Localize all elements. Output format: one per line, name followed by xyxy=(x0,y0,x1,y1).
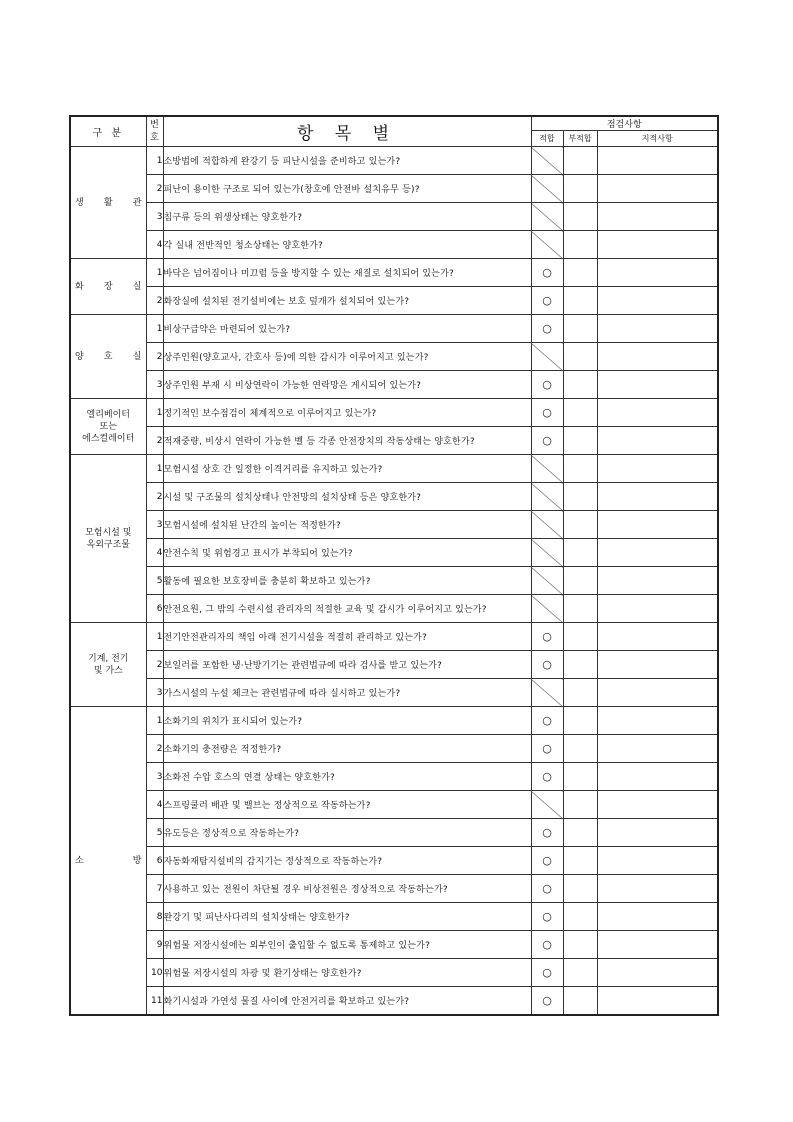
item-number: 9 xyxy=(146,931,163,959)
table-row xyxy=(70,427,718,455)
table-row xyxy=(70,651,718,679)
suitable-mark[interactable]: ○ xyxy=(531,315,563,343)
item-number: 6 xyxy=(146,847,163,875)
remarks-cell[interactable] xyxy=(597,483,718,511)
category-cell xyxy=(70,455,146,623)
item-number: 3 xyxy=(146,203,163,231)
item-number: 4 xyxy=(146,791,163,819)
unsuitable-cell[interactable] xyxy=(563,371,597,399)
suitable-cell-na[interactable] xyxy=(531,343,563,371)
header-unsuitable: 부적합 xyxy=(563,131,597,147)
suitable-mark[interactable]: ○ xyxy=(531,903,563,931)
item-text: 위험물 저장시설의 차광 및 환기상태는 양호한가? xyxy=(163,959,531,987)
category-label: 또는 xyxy=(99,421,117,432)
remarks-cell[interactable] xyxy=(597,903,718,931)
item-text: 정기적인 보수점검이 체계적으로 이루어지고 있는가? xyxy=(163,399,531,427)
remarks-cell[interactable] xyxy=(597,987,718,1016)
category-label: 소 방 xyxy=(75,855,142,866)
category-label: 옥외구조물 xyxy=(86,539,130,550)
table-row xyxy=(70,399,718,427)
category-cell xyxy=(70,259,146,315)
suitable-mark[interactable]: ○ xyxy=(531,371,563,399)
table-row xyxy=(70,455,718,483)
suitable-mark[interactable]: ○ xyxy=(531,959,563,987)
item-text: 화기시설과 가연성 물질 사이에 안전거리를 확보하고 있는가? xyxy=(163,987,531,1016)
unsuitable-cell[interactable] xyxy=(563,819,597,847)
suitable-cell-na[interactable] xyxy=(531,455,563,483)
category-label: 생 활 관 xyxy=(75,197,142,208)
remarks-cell[interactable] xyxy=(597,707,718,735)
suitable-mark[interactable]: ○ xyxy=(531,987,563,1016)
item-text: 침구류 등의 위생상태는 양호한가? xyxy=(163,203,531,231)
item-text: 완강기 및 피난사다리의 설치상태는 양호한가? xyxy=(163,903,531,931)
unsuitable-cell[interactable] xyxy=(563,595,597,623)
item-number: 3 xyxy=(146,763,163,791)
table-header xyxy=(70,116,718,147)
remarks-cell[interactable] xyxy=(597,595,718,623)
table-row xyxy=(70,819,718,847)
remarks-cell[interactable] xyxy=(597,259,718,287)
item-text: 상주인원(양호교사, 간호사 등)에 의한 감시가 이루어지고 있는가? xyxy=(163,343,531,371)
unsuitable-cell[interactable] xyxy=(563,427,597,455)
item-number: 11 xyxy=(146,987,163,1016)
remarks-cell[interactable] xyxy=(597,399,718,427)
item-number: 1 xyxy=(146,147,163,175)
item-text: 사용하고 있는 전원이 차단될 경우 비상전원은 정상적으로 작동하는가? xyxy=(163,875,531,903)
header-inspection: 점검사항 xyxy=(531,116,718,131)
item-text: 화장실에 설치된 전기설비에는 보호 덮개가 설치되어 있는가? xyxy=(163,287,531,315)
item-number: 4 xyxy=(146,231,163,259)
item-text: 모험시설에 설치된 난간의 높이는 적정한가? xyxy=(163,511,531,539)
item-number: 10 xyxy=(146,959,163,987)
unsuitable-cell[interactable] xyxy=(563,231,597,259)
category-label: 모험시설 및 xyxy=(85,527,132,538)
item-number: 1 xyxy=(146,259,163,287)
unsuitable-cell[interactable] xyxy=(563,679,597,707)
item-text: 소화기의 충전량은 적정한가? xyxy=(163,735,531,763)
unsuitable-cell[interactable] xyxy=(563,931,597,959)
header-items: 항 목 별 xyxy=(163,116,531,147)
table-row xyxy=(70,595,718,623)
unsuitable-cell[interactable] xyxy=(563,511,597,539)
item-text: 소화기의 위치가 표시되어 있는가? xyxy=(163,707,531,735)
table-row xyxy=(70,623,718,651)
unsuitable-cell[interactable] xyxy=(563,987,597,1016)
unsuitable-cell[interactable] xyxy=(563,875,597,903)
table-row xyxy=(70,931,718,959)
remarks-cell[interactable] xyxy=(597,735,718,763)
table-row xyxy=(70,987,718,1016)
item-number: 3 xyxy=(146,679,163,707)
item-text: 안전요원, 그 밖의 수련시설 관리자의 적절한 교육 및 감시가 이루어지고 있는가? xyxy=(163,595,531,623)
suitable-cell-na[interactable] xyxy=(531,567,563,595)
suitable-cell-na[interactable] xyxy=(531,679,563,707)
table-row xyxy=(70,315,718,343)
item-text: 위험물 저장시설에는 외부인이 출입할 수 없도록 통제하고 있는가? xyxy=(163,931,531,959)
unsuitable-cell[interactable] xyxy=(563,567,597,595)
remarks-cell[interactable] xyxy=(597,539,718,567)
table-row xyxy=(70,567,718,595)
unsuitable-cell[interactable] xyxy=(563,315,597,343)
suitable-mark[interactable]: ○ xyxy=(531,763,563,791)
item-number: 1 xyxy=(146,707,163,735)
category-cell xyxy=(70,707,146,1016)
table-row xyxy=(70,287,718,315)
remarks-cell[interactable] xyxy=(597,679,718,707)
item-text: 상주인원 부재 시 비상연락이 가능한 연락망은 게시되어 있는가? xyxy=(163,371,531,399)
suitable-mark[interactable]: ○ xyxy=(531,931,563,959)
table-row xyxy=(70,511,718,539)
item-text: 시설 및 구조물의 설치상태나 안전망의 설치상태 등은 양호한가? xyxy=(163,483,531,511)
table-row xyxy=(70,371,718,399)
item-text: 보일러를 포함한 냉·난방기기는 관련법규에 따라 검사를 받고 있는가? xyxy=(163,651,531,679)
category-label: 기계, 전기 xyxy=(88,653,129,664)
suitable-cell-na[interactable] xyxy=(531,595,563,623)
unsuitable-cell[interactable] xyxy=(563,847,597,875)
item-number: 2 xyxy=(146,427,163,455)
suitable-cell-na[interactable] xyxy=(531,203,563,231)
suitable-mark[interactable]: ○ xyxy=(531,623,563,651)
item-text: 적재중량, 비상시 연락이 가능한 벨 등 각종 안전장치의 작동상태는 양호한가? xyxy=(163,427,531,455)
category-label: 화 장 실 xyxy=(75,281,142,292)
suitable-mark[interactable]: ○ xyxy=(531,651,563,679)
item-text: 가스시설의 누설 체크는 관련법규에 따라 실시하고 있는가? xyxy=(163,679,531,707)
unsuitable-cell[interactable] xyxy=(563,763,597,791)
item-text: 스프링쿨러 배관 및 밸브는 정상적으로 작동하는가? xyxy=(163,791,531,819)
unsuitable-cell[interactable] xyxy=(563,707,597,735)
header-number xyxy=(146,116,163,147)
unsuitable-cell[interactable] xyxy=(563,791,597,819)
remarks-cell[interactable] xyxy=(597,847,718,875)
table-row xyxy=(70,679,718,707)
item-number: 5 xyxy=(146,819,163,847)
remarks-cell[interactable] xyxy=(597,763,718,791)
suitable-mark[interactable]: ○ xyxy=(531,707,563,735)
item-text: 피난이 용이한 구조로 되어 있는가(창호에 안전바 설치유무 등)? xyxy=(163,175,531,203)
remarks-cell[interactable] xyxy=(597,203,718,231)
remarks-cell[interactable] xyxy=(597,567,718,595)
unsuitable-cell[interactable] xyxy=(563,539,597,567)
item-text: 각 실내 전반적인 청소상태는 양호한가? xyxy=(163,231,531,259)
table-row xyxy=(70,959,718,987)
table-row xyxy=(70,203,718,231)
remarks-cell[interactable] xyxy=(597,791,718,819)
item-text: 자동화재탐지설비의 감지기는 정상적으로 작동하는가? xyxy=(163,847,531,875)
item-number: 8 xyxy=(146,903,163,931)
header-category: 구 분 xyxy=(70,116,146,147)
unsuitable-cell[interactable] xyxy=(563,203,597,231)
suitable-mark[interactable]: ○ xyxy=(531,735,563,763)
category-cell xyxy=(70,315,146,399)
unsuitable-cell[interactable] xyxy=(563,623,597,651)
table-row xyxy=(70,707,718,735)
table-row xyxy=(70,735,718,763)
table-row xyxy=(70,259,718,287)
suitable-mark[interactable]: ○ xyxy=(531,875,563,903)
unsuitable-cell[interactable] xyxy=(563,287,597,315)
category-cell xyxy=(70,399,146,455)
remarks-cell[interactable] xyxy=(597,623,718,651)
header-remarks: 지적사항 xyxy=(597,131,718,147)
table-row xyxy=(70,903,718,931)
suitable-cell-na[interactable] xyxy=(531,175,563,203)
remarks-cell[interactable] xyxy=(597,231,718,259)
unsuitable-cell[interactable] xyxy=(563,343,597,371)
suitable-mark[interactable]: ○ xyxy=(531,819,563,847)
unsuitable-cell[interactable] xyxy=(563,399,597,427)
table-row xyxy=(70,147,718,175)
item-number: 3 xyxy=(146,371,163,399)
item-number: 4 xyxy=(146,539,163,567)
item-number: 1 xyxy=(146,315,163,343)
item-number: 2 xyxy=(146,483,163,511)
remarks-cell[interactable] xyxy=(597,819,718,847)
item-number: 2 xyxy=(146,735,163,763)
category-label: 및 가스 xyxy=(93,665,123,676)
item-text: 활동에 필요한 보호장비를 충분히 확보하고 있는가? xyxy=(163,567,531,595)
item-number: 2 xyxy=(146,175,163,203)
suitable-cell-na[interactable] xyxy=(531,147,563,175)
item-text: 비상구급약은 마련되어 있는가? xyxy=(163,315,531,343)
unsuitable-cell[interactable] xyxy=(563,455,597,483)
item-number: 1 xyxy=(146,455,163,483)
category-label: 엘리베이터 xyxy=(86,409,130,420)
suitable-cell-na[interactable] xyxy=(531,511,563,539)
remarks-cell[interactable] xyxy=(597,455,718,483)
item-number: 2 xyxy=(146,651,163,679)
suitable-mark[interactable]: ○ xyxy=(531,399,563,427)
item-text: 유도등은 정상적으로 작동하는가? xyxy=(163,819,531,847)
suitable-cell-na[interactable] xyxy=(531,231,563,259)
unsuitable-cell[interactable] xyxy=(563,959,597,987)
table-row xyxy=(70,343,718,371)
unsuitable-cell[interactable] xyxy=(563,147,597,175)
item-text: 모험시설 상호 간 일정한 이격거리를 유지하고 있는가? xyxy=(163,455,531,483)
item-text: 소방법에 적합하게 완강기 등 피난시설을 준비하고 있는가? xyxy=(163,147,531,175)
item-number: 5 xyxy=(146,567,163,595)
unsuitable-cell[interactable] xyxy=(563,735,597,763)
remarks-cell[interactable] xyxy=(597,315,718,343)
remarks-cell[interactable] xyxy=(597,651,718,679)
item-text: 바닥은 넘어짐이나 미끄럼 등을 방지할 수 있는 재질로 설치되어 있는가? xyxy=(163,259,531,287)
remarks-cell[interactable] xyxy=(597,931,718,959)
table-row xyxy=(70,175,718,203)
remarks-cell[interactable] xyxy=(597,427,718,455)
item-text: 안전수칙 및 위험경고 표시가 부착되어 있는가? xyxy=(163,539,531,567)
remarks-cell[interactable] xyxy=(597,287,718,315)
remarks-cell[interactable] xyxy=(597,959,718,987)
header-number-bottom: 호 xyxy=(150,132,159,143)
suitable-cell-na[interactable] xyxy=(531,791,563,819)
table-body xyxy=(70,147,718,1016)
suitable-mark[interactable]: ○ xyxy=(531,427,563,455)
suitable-cell-na[interactable] xyxy=(531,483,563,511)
remarks-cell[interactable] xyxy=(597,371,718,399)
item-number: 2 xyxy=(146,343,163,371)
table-row xyxy=(70,763,718,791)
suitable-mark[interactable]: ○ xyxy=(531,847,563,875)
unsuitable-cell[interactable] xyxy=(563,175,597,203)
item-number: 1 xyxy=(146,623,163,651)
suitable-mark[interactable]: ○ xyxy=(531,259,563,287)
item-text: 소화전 수압 호스의 연결 상태는 양호한가? xyxy=(163,763,531,791)
remarks-cell[interactable] xyxy=(597,175,718,203)
item-number: 7 xyxy=(146,875,163,903)
unsuitable-cell[interactable] xyxy=(563,483,597,511)
header-suitable: 적합 xyxy=(531,131,563,147)
header-number-top: 번 xyxy=(150,119,159,130)
category-label: 양 호 실 xyxy=(75,351,142,362)
unsuitable-cell[interactable] xyxy=(563,259,597,287)
table-row xyxy=(70,539,718,567)
table-row xyxy=(70,483,718,511)
table-row xyxy=(70,791,718,819)
item-text: 전기안전관리자의 책임 아래 전기시설을 적절히 관리하고 있는가? xyxy=(163,623,531,651)
item-number: 1 xyxy=(146,399,163,427)
category-cell xyxy=(70,623,146,707)
remarks-cell[interactable] xyxy=(597,147,718,175)
remarks-cell[interactable] xyxy=(597,875,718,903)
category-label: 에스컬레이터 xyxy=(82,433,135,444)
unsuitable-cell[interactable] xyxy=(563,903,597,931)
suitable-mark[interactable]: ○ xyxy=(531,287,563,315)
table-row xyxy=(70,847,718,875)
inspection-checklist-table xyxy=(69,115,719,1016)
suitable-cell-na[interactable] xyxy=(531,539,563,567)
item-number: 3 xyxy=(146,511,163,539)
unsuitable-cell[interactable] xyxy=(563,651,597,679)
table-row xyxy=(70,875,718,903)
remarks-cell[interactable] xyxy=(597,511,718,539)
category-cell xyxy=(70,147,146,259)
remarks-cell[interactable] xyxy=(597,343,718,371)
item-number: 2 xyxy=(146,287,163,315)
table-row xyxy=(70,231,718,259)
item-number: 6 xyxy=(146,595,163,623)
